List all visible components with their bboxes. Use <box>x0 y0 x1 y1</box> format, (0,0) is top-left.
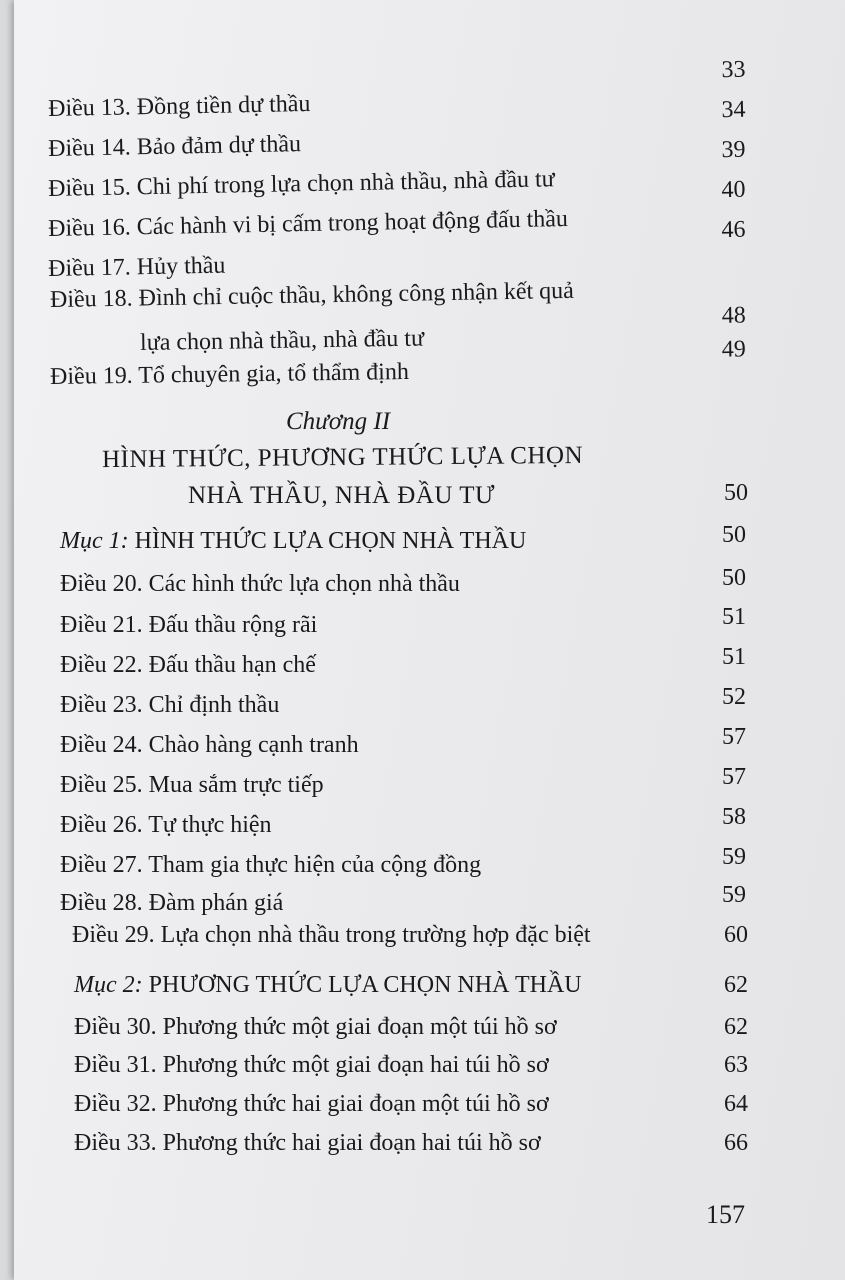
entry-page: 63 <box>724 1052 748 1078</box>
toc-entry <box>60 880 746 918</box>
entry-label: lựa chọn nhà thầu, nhà đầu tư <box>139 325 425 356</box>
entry-label: Điều 14. Bảo đảm dự thầu <box>47 131 302 162</box>
section-title: HÌNH THỨC LỰA CHỌN NHÀ THẦU <box>128 528 527 554</box>
entry-page: 62 <box>724 1014 748 1040</box>
entry-page: 64 <box>724 1091 748 1117</box>
book-page <box>14 0 845 1280</box>
entry-label: Điều 19. Tổ chuyên gia, tổ thẩm định <box>49 358 410 390</box>
entry-label: Điều 27. Tham gia thực hiện của cộng đồng <box>60 852 482 878</box>
section-heading <box>74 970 748 1000</box>
toc-entry <box>74 1089 748 1119</box>
entry-label: Điều 22. Đấu thầu hạn chế <box>60 652 316 678</box>
toc-entry <box>60 642 746 680</box>
entry-page: 58 <box>722 804 746 830</box>
entry-label: Điều 26. Tự thực hiện <box>60 812 272 838</box>
entry-page: 34 <box>721 96 746 124</box>
toc-entry <box>60 602 746 640</box>
entry-page: 59 <box>722 882 746 908</box>
entry-label: Điều 16. Các hành vi bị cấm trong hoạt động đấu thầu <box>47 206 569 242</box>
entry-label: Điều 23. Chỉ định thầu <box>60 692 280 718</box>
toc-entry <box>74 1012 748 1042</box>
entry-label: Điều 30. Phương thức một giai đoạn một túi hồ sơ <box>74 1014 557 1040</box>
entry-page: 40 <box>721 176 746 204</box>
chapter-title-line1: HÌNH THỨC, PHƯƠNG THỨC LỰA CHỌN <box>101 441 584 474</box>
section-label: Mục 1: <box>60 528 129 554</box>
entry-page: 66 <box>724 1130 748 1156</box>
entry-page: 48 <box>721 302 746 329</box>
toc-entry <box>60 682 746 720</box>
entry-label: Điều 21. Đấu thầu rộng rãi <box>60 612 318 638</box>
toc-entry <box>74 1050 748 1080</box>
entry-page: 49 <box>721 336 746 363</box>
entry-label: Điều 32. Phương thức hai giai đoạn một túi hồ sơ <box>74 1091 549 1117</box>
toc-entry <box>72 920 748 950</box>
entry-label: Điều 24. Chào hàng cạnh tranh <box>60 732 359 758</box>
page-number: 157 <box>706 1200 745 1229</box>
entry-page: 50 <box>722 522 746 548</box>
toc-entry <box>60 563 746 599</box>
entry-page: 57 <box>722 724 746 750</box>
entry-page: 51 <box>722 604 746 630</box>
entry-label: Điều 33. Phương thức hai giai đoạn hai túi hồ sơ <box>74 1130 541 1156</box>
chapter-title-line2: NHÀ THẦU, NHÀ ĐẦU TƯ <box>188 482 495 509</box>
section-title: PHƯƠNG THỨC LỰA CHỌN NHÀ THẦU <box>142 972 582 998</box>
toc-entry <box>60 762 746 800</box>
entry-page: 50 <box>722 565 746 591</box>
chapter-label: Chương II <box>286 408 391 435</box>
section-heading <box>60 520 746 556</box>
entry-label: Điều 25. Mua sắm trực tiếp <box>60 772 324 798</box>
entry-page: 57 <box>722 764 746 790</box>
entry-label: Điều 28. Đàm phán giá <box>60 890 284 916</box>
toc-entry <box>60 802 746 840</box>
entry-page: 51 <box>722 644 746 670</box>
entry-page: 50 <box>724 480 748 506</box>
entry-label: Điều 31. Phương thức một giai đoạn hai túi hồ sơ <box>74 1052 549 1078</box>
toc-entry <box>60 722 746 760</box>
entry-label: Điều 13. Đồng tiền dự thầu <box>47 90 311 122</box>
entry-page: 33 <box>721 56 746 84</box>
entry-page: 52 <box>722 684 746 710</box>
entry-label: Điều 20. Các hình thức lựa chọn nhà thầu <box>60 571 460 597</box>
entry-page: 39 <box>721 136 746 164</box>
toc-entry <box>74 1128 748 1158</box>
entry-label: Điều 17. Hủy thầu <box>47 252 226 282</box>
entry-page: 62 <box>724 972 748 998</box>
entry-page: 60 <box>724 922 748 948</box>
entry-page: 46 <box>721 216 746 244</box>
entry-label: Điều 15. Chi phí trong lựa chọn nhà thầu, nhà đầu tư <box>47 166 555 202</box>
section-label: Mục 2: <box>74 972 143 998</box>
toc-entry <box>60 842 746 880</box>
entry-label: Điều 18. Đình chỉ cuộc thầu, không công nhận kết quả <box>49 277 575 313</box>
entry-label: Điều 29. Lựa chọn nhà thầu trong trường hợp đặc biệt <box>72 922 591 948</box>
entry-page: 59 <box>722 844 746 870</box>
